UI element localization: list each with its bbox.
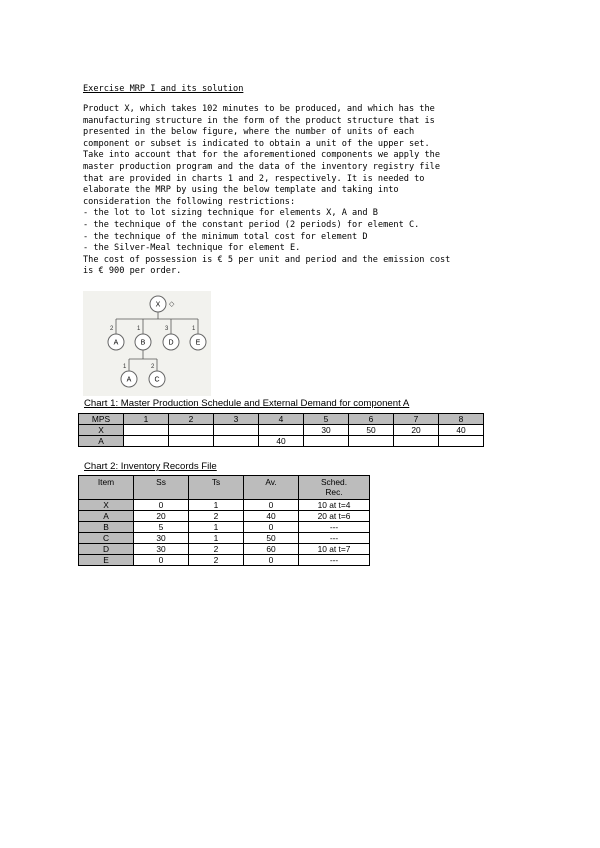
node-l1-3-label: E — [195, 339, 201, 347]
chart2-cell: 2 — [189, 544, 244, 555]
statement-line: - the Silver-Meal technique for element E. — [83, 243, 301, 254]
chart1-cell: 30 — [304, 425, 349, 436]
chart2-row-label: C — [79, 533, 134, 544]
chart2-cell: 40 — [244, 511, 299, 522]
chart2-cell: 30 — [134, 533, 189, 544]
chart2-cell: 30 — [134, 544, 189, 555]
qty-l2-1: 2 — [151, 364, 155, 370]
chart1-header-row — [79, 414, 484, 425]
chart2-cell: 1 — [189, 500, 244, 511]
chart2-row-label: D — [79, 544, 134, 555]
chart2-header-cell: Item — [79, 476, 134, 500]
chart1-cell — [169, 425, 214, 436]
chart2-cell: 60 — [244, 544, 299, 555]
chart1-header-cell: 4 — [259, 414, 304, 425]
chart2-cell: 10 at t=7 — [299, 544, 370, 555]
chart1-header-cell: 5 — [304, 414, 349, 425]
chart2-cell: 5 — [134, 522, 189, 533]
table-row — [79, 522, 370, 533]
statement-line: elaborate the MRP by using the below template and taking into — [83, 185, 399, 196]
chart2-cell: --- — [299, 522, 370, 533]
chart2-cell: 1 — [189, 533, 244, 544]
chart2-cell: 20 — [134, 511, 189, 522]
chart1-row-label: X — [79, 425, 124, 436]
table-row — [79, 511, 370, 522]
statement-line: - the technique of the constant period (2 periods) for element C. — [83, 219, 420, 230]
chart1-cell — [304, 436, 349, 447]
chart2-row-label: X — [79, 500, 134, 511]
chart1-header-cell: 6 — [349, 414, 394, 425]
statement-line: master production program and the data of the inventory registry file — [83, 161, 440, 172]
diamond-icon: ◇ — [169, 301, 175, 308]
product-structure-diagram — [83, 291, 211, 396]
chart2-header-cell: Ss — [134, 476, 189, 500]
chart2-cell: 2 — [189, 555, 244, 566]
node-l2-1-label: C — [154, 376, 160, 384]
table-row — [79, 500, 370, 511]
chart1-cell — [124, 436, 169, 447]
node-l1-0-label: A — [113, 339, 119, 347]
product-structure-svg — [83, 291, 211, 396]
chart2-cell: --- — [299, 555, 370, 566]
chart1-cell — [394, 436, 439, 447]
node-root-label: X — [155, 301, 161, 309]
statement-line: - the lot to lot sizing technique for elements X, A and B — [83, 208, 378, 219]
chart1-header-cell: 2 — [169, 414, 214, 425]
statement-line: The cost of possession is € 5 per unit and period and the emission cost — [83, 254, 451, 265]
qty-l1-2: 3 — [165, 326, 169, 332]
table-row — [79, 544, 370, 555]
chart1-header-cell: 1 — [124, 414, 169, 425]
chart1-caption: Chart 1: Master Production Schedule and External Demand for component A — [84, 398, 410, 409]
chart1-cell — [349, 436, 394, 447]
chart2-cell: 10 at t=4 — [299, 500, 370, 511]
sched-label: Sched. — [320, 477, 348, 487]
chart2-header-cell: Av. — [244, 476, 299, 500]
chart2-header-cell: Ts — [189, 476, 244, 500]
chart2-row-label: A — [79, 511, 134, 522]
chart2-header-sched-rec — [299, 476, 370, 500]
rec-label: Rec. — [325, 487, 343, 497]
chart1-cell — [169, 436, 214, 447]
statement-line: Take into account that for the aforementioned components we apply the — [83, 150, 440, 161]
chart2-row-label: B — [79, 522, 134, 533]
chart1-cell: 20 — [394, 425, 439, 436]
statement-line: Product X, which takes 102 minutes to be produced, and which has the — [83, 104, 435, 114]
node-l1-1-label: B — [140, 339, 146, 347]
statement-line: - the technique of the minimum total cost for element D — [83, 231, 368, 242]
chart2-cell: 0 — [244, 500, 299, 511]
chart1-table — [78, 413, 484, 447]
chart1-row-label: A — [79, 436, 124, 447]
chart2-cell: --- — [299, 533, 370, 544]
exercise-title: Exercise MRP I and its solution — [83, 84, 244, 94]
problem-statement — [83, 104, 523, 278]
chart2-table — [78, 475, 370, 566]
chart1-cell: 40 — [259, 436, 304, 447]
qty-l1-1: 1 — [137, 326, 141, 332]
statement-line: presented in the below figure, where the number of units of each — [83, 127, 415, 138]
chart2-cell: 0 — [134, 500, 189, 511]
chart1-cell — [124, 425, 169, 436]
chart2-cell: 2 — [189, 511, 244, 522]
chart2-row-label: E — [79, 555, 134, 566]
chart2-cell: 50 — [244, 533, 299, 544]
statement-line: consideration the following restrictions: — [83, 196, 296, 207]
chart2-cell: 0 — [244, 555, 299, 566]
statement-line: is € 900 per order. — [83, 266, 182, 277]
chart2-cell: 0 — [134, 555, 189, 566]
chart1-cell: 40 — [439, 425, 484, 436]
statement-line: manufacturing structure in the form of the product structure that is — [83, 115, 435, 126]
node-l1-2-label: D — [168, 339, 174, 347]
chart1-header-cell: MPS — [79, 414, 124, 425]
chart1-header-cell: 7 — [394, 414, 439, 425]
qty-l2-0: 1 — [123, 364, 127, 370]
qty-l1-3: 1 — [192, 326, 196, 332]
statement-line: component or subset is indicated to obtain a unit of the upper set. — [83, 138, 430, 149]
chart1-cell — [214, 436, 259, 447]
chart2-cell: 1 — [189, 522, 244, 533]
chart1-cell: 50 — [349, 425, 394, 436]
chart2-cell: 20 at t=6 — [299, 511, 370, 522]
statement-line: that are provided in charts 1 and 2, respectively. It is needed to — [83, 173, 425, 184]
table-row — [79, 533, 370, 544]
chart1-header-cell: 8 — [439, 414, 484, 425]
table-row — [79, 436, 484, 447]
chart2-cell: 0 — [244, 522, 299, 533]
chart1-cell — [259, 425, 304, 436]
table-row — [79, 555, 370, 566]
qty-l1-0: 2 — [110, 326, 114, 332]
chart1-cell — [439, 436, 484, 447]
chart2-header-row — [79, 476, 370, 500]
chart2-caption: Chart 2: Inventory Records File — [84, 461, 217, 472]
node-l2-0-label: A — [126, 376, 132, 384]
chart1-cell — [214, 425, 259, 436]
chart1-header-cell: 3 — [214, 414, 259, 425]
table-row — [79, 425, 484, 436]
